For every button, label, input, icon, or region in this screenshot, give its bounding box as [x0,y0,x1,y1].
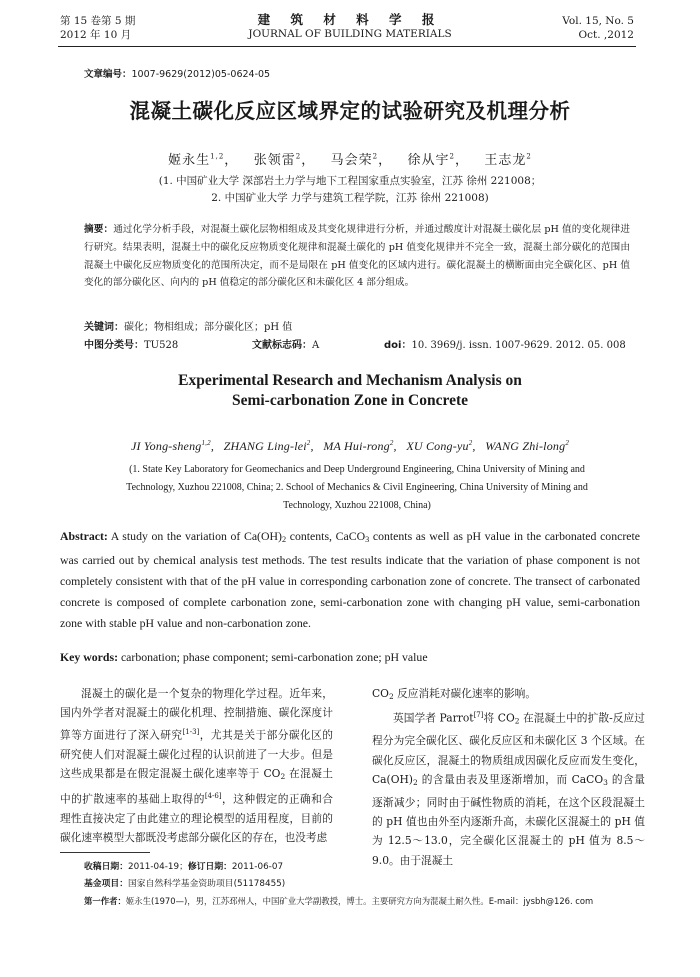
date-en: Oct. ,2012 [578,29,634,41]
first-author-label: 第一作者： [84,896,126,906]
title-en-line: Semi-carbonation Zone in Concrete [231,392,469,409]
subscript: 2 [388,692,394,701]
running-header-right [562,14,634,42]
keywords-cn-text: 碳化；物相组成；部分碳化区；pH 值 [124,322,293,333]
author-affil-mark: 2 [372,152,379,161]
footnote-first-author [84,894,593,908]
author-cn: 王志龙 [484,153,527,168]
journal-name-cn: 建 筑 材 料 学 报 [257,12,443,27]
article-number [84,66,270,80]
author-affil-mark: 2 [565,439,570,447]
document-code [252,336,319,351]
clc-label: 中图分类号： [84,340,144,351]
revised-label: 修订日期： [187,862,232,872]
body-text: 的含量由表及里逐渐增加，而 CaCO [417,773,604,787]
keywords-cn-label: 关键词： [84,322,124,333]
received-label: 收稿日期： [84,862,128,872]
author-affil-mark: 1,2 [210,152,225,161]
citation-ref: [4-6] [204,791,222,800]
received-date: 2011-04-19； [128,862,188,872]
body-column-left [60,684,333,847]
subscript: 3 [603,778,608,788]
doc-code-value: A [312,340,320,351]
authors-cn: 姬永生$^{1,2}$， 张领雷$^2$， 马会荣$^2$， 徐从宇$^2$， 王志龙$^2$ [168,152,532,168]
body-text: 的含量逐渐减少；同时由于碱性物质的消耗，在这个区段混凝土的 pH 值也由外至内逐渐升高，未碳化区混凝土的 pH 值为 12.5～13.0，完全碳化区混凝土的 pH 值为 8.5～9.0。由于混凝土 [372,773,645,867]
keywords-en-text: carbonation; phase component; semi-carbonation zone; pH value [118,650,428,664]
revised-date: 2011-06-07 [231,862,284,872]
body-text: 在混凝土中的扩散速率的基础上取得的 [60,767,333,806]
title-en-line: Experimental Research and Mechanism Analysis on [178,372,522,389]
abstract-cn-label: 摘要： [84,224,114,235]
footnote-dates [84,860,283,874]
author-affil-mark: 1,2 [201,439,211,447]
subscript: 2 [280,772,286,782]
author-en: WANG Zhi-long [485,439,566,453]
clc-value: TU528 [144,340,179,351]
body-paragraph [372,706,645,870]
author-en: XU Cong-yu [406,439,469,453]
title-en [0,371,700,411]
article-number-value: 1007-9629(2012)05-0624-05 [131,69,271,80]
author-affil-mark: 2 [295,152,302,161]
header-divider [58,46,636,47]
subscript: 2 [412,778,418,788]
abstract-cn [84,221,630,292]
author-cn: 徐从宇 [407,153,450,168]
journal-name-en: JOURNAL OF BUILDING MATERIALS [248,28,452,40]
body-text: ，尤其是关于部分碳化区的研究使人们对混凝土碳化过程的认识前进了一大步。但是这些成果都是在假定混凝土碳化速率等于 CO [60,728,333,781]
body-text: 英国学者 Parrot [393,711,474,725]
author-en: JI Yong-sheng [130,439,202,453]
subscript: 2 [514,716,520,726]
title-cn: 混凝土碳化反应区域界定的试验研究及机理分析 [129,99,571,123]
author-affil-mark: 2 [526,152,532,161]
first-author-value: 姬永生(1970—)，男，江苏邳州人，中国矿业大学副教授，博士。主要研究方向为混凝土耐久性。E-mail：jysbh@126. com [125,896,594,906]
affiliation-en-line: Technology, Xuzhou 221008, China; 2. School of Mechanics & Civil Engineering, China University of Mining and [126,482,588,493]
citation-ref: [7] [473,711,484,720]
doc-code-label: 文献标志码： [252,340,312,351]
doi [384,336,626,351]
abstract-cn-text: 通过化学分析手段，对混凝土碳化层物相组成及其变化规律进行分析，并通过酸度计对混凝土碳化层 pH 值的变化规律进行研究。结果表明，混凝土中的碳化反应物质变化规律和混凝土碳化的 pH 值变化规律并不完全一致，混凝土部分碳化的范围由混凝土中碳化反应物质变化的范围所决定，而不是局限在 pH 值变化的区域内进行。碳化混凝土的横断面由完全碳化区、pH 值变化的部分碳化区、向内的 pH 值稳定的部分碳化区和未碳化区 4 部分组成。 [84,224,631,289]
affiliation-cn-line: (1. 中国矿业大学 深部岩土力学与地下工程国家重点实验室，江苏 徐州 221008； [158,175,542,187]
fund-value: 国家自然科学基金资助项目(51178455) [128,879,286,889]
body-paragraph [372,684,645,706]
abstract-en-label: Abstract: [60,529,108,543]
footnote-fund [84,877,285,891]
doi-label: doi： [384,340,412,351]
affiliation-en-line: Technology, Xuzhou 221008, China) [283,500,431,511]
author-affil-mark: 2 [449,152,455,161]
body-text: 将 CO [483,711,515,725]
author-en: ZHANG Ling-lei [223,439,307,453]
affiliations-en [82,461,632,515]
clc-number [84,336,178,351]
date-cn: 2012 年 10 月 [60,29,132,41]
authors-en: JI Yong-sheng$^{1,2}$, ZHANG Ling-lei$^2$, MA Hui-rong$^2$, XU Cong-$yu^2$, WANG Zhi-long$^2$ [130,439,570,453]
abstract-en [60,526,640,634]
subscript: 3 [365,535,370,544]
fund-label: 基金项目： [84,879,128,889]
citation-ref: [1-3] [182,727,200,736]
author-affil-mark: 2 [389,439,394,447]
affiliation-en-line: (1. State Key Laboratory for Geomechanics and Deep Underground Engineering, China University of Mining and [129,464,585,475]
author-cn: 张领雷 [253,153,296,168]
volume-en: Vol. 15, No. 5 [562,15,634,27]
body-text: ，这种假定的正确和合理性直接决定了由此建立的理论模型的适用程度，目前的碳化速率模型大都既没考虑部分碳化区的存在，也没考虑 [60,792,333,844]
body-text: 在混凝土中的扩散-反应过程分为完全碳化区、碳化反应区和未碳化区 3 个区域。在碳化反应区，混凝土的物质组成因碳化反应而发生变化，Ca(OH) [372,711,645,787]
body-column-right [372,684,645,870]
abstract-en-text: A study on the variation of Ca(OH) [107,529,282,543]
footnote-divider [60,852,150,853]
affiliation-cn-line: 2. 中国矿业大学 力学与建筑工程学院，江苏 徐州 221008) [211,192,489,204]
subscript: 2 [281,535,287,544]
abstract-en-text: contents, CaCO [286,529,366,543]
keywords-cn [84,318,292,333]
author-cn: 马会荣 [330,153,373,168]
doi-value: 10. 3969/j. issn. 1007-9629. 2012. 05. 008 [411,340,626,351]
body-text: 混凝土的碳化是一个复杂的物理化学过程。近年来，国内外学者对混凝土的碳化机理、控制措施、碳化深度计算等方面进行了深入研究 [60,687,333,742]
abstract-en-text: contents as well as pH value in the carbonated concrete was carried out by chemical analysis test methods. The test results indicate that the variation of phase component is not completely consistent with that of the pH value in corresponding carbonation zone of concrete. The transect of carbonated concrete is composed of complete carbonation zone, semi-carbonation zone with changing pH value, semi-carbonation zone with stable pH value and non-carbonation zone. [60,529,641,630]
keywords-en-label: Key words: [60,650,118,664]
author-affil-mark: 2 [306,439,311,447]
volume-cn: 第 15 卷第 5 期 [60,15,136,27]
affiliations-cn [0,173,700,207]
body-text: 反应消耗对碳化速率的影响。 [393,687,537,700]
body-text: CO [372,687,389,700]
author-cn: 姬永生 [168,153,211,168]
author-en: MA Hui-rong [323,439,390,453]
body-paragraph [60,684,333,847]
article-number-label: 文章编号： [84,69,132,80]
keywords-en [60,650,428,665]
author-affil-mark: 2 [468,439,473,447]
